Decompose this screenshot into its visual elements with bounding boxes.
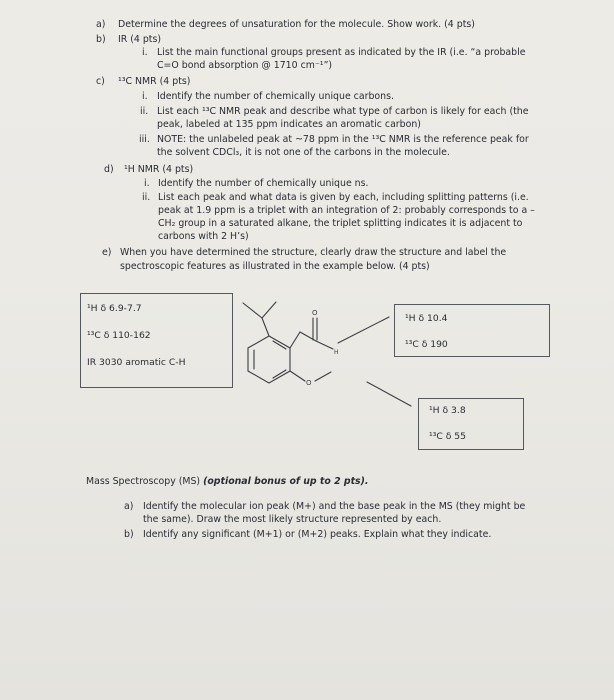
question-c-iii-line2: the solvent CDCl₃, it is not one of the carbons in the molecule. [157,147,450,158]
question-c-i-marker: i. [142,91,148,102]
question-d-ii-marker: ii. [142,192,151,203]
ether-oxygen-label: O [306,379,312,387]
ms-a-line1: Identify the molecular ion peak (M+) and the base peak in the MS (they might be [143,501,526,512]
question-d-ii-line2: peak at 1.9 ppm is a triplet with an integration of 2: probably corresponds to a – [158,205,535,216]
bond-chain-3 [262,318,269,336]
carbonyl-oxygen-label: O [312,309,318,317]
question-c-marker: c) [96,76,105,87]
question-e-marker: e) [102,247,112,258]
bond-chain-1 [243,303,262,318]
question-c-iii-line1: NOTE: the unlabeled peak at ~78 ppm in the ¹³C NMR is the reference peak for [157,134,529,145]
question-c-ii-marker: ii. [140,106,149,117]
bond-chain-2 [262,302,276,318]
question-c-ii-line2: peak, labeled at 135 ppm indicates an aromatic carbon) [157,119,421,130]
aldehyde-h-nmr-label: ¹H δ 10.4 [405,313,448,324]
bond-to-carbonyl [300,332,316,341]
aldehyde-hydrogen-label: H [334,349,339,356]
question-e-line2: spectroscopic features as illustrated in the example below. (4 pts) [120,261,430,272]
pointer-methoxy [367,382,411,406]
methoxy-c-nmr-label: ¹³C δ 55 [429,431,466,442]
ms-a-marker: a) [124,501,134,512]
question-d-i-line1: Identify the number of chemically unique ns. [158,178,369,189]
question-d-ii-line3: CH₂ group in a saturated alkane, the triplet splitting indicates it is adjacent to [158,218,523,229]
pointer-aldehyde [338,317,389,343]
question-a-marker: a) [96,19,106,30]
question-c-iii-marker: iii. [139,134,150,145]
question-b-i-line2: C=O bond absorption @ 1710 cm⁻¹”) [157,60,333,71]
bond-aldehyde-h [316,341,333,349]
question-d-marker: d) [104,164,114,175]
aromatic-ir-label: IR 3030 aromatic C-H [87,357,186,368]
question-c-text: ¹³C NMR (4 pts) [118,76,191,87]
aromatic-h-nmr-label: ¹H δ 6.9-7.7 [87,303,142,314]
question-b-i-marker: i. [142,47,148,58]
question-b-i-line1: List the main functional groups present as indicated by the IR (i.e. “a probable [157,47,526,58]
question-a-text: Determine the degrees of unsaturation for the molecule. Show work. (4 pts) [118,19,475,30]
methoxy-h-nmr-label: ¹H δ 3.8 [429,405,466,416]
ms-b-marker: b) [124,529,134,540]
question-d-ii-line1: List each peak and what data is given by each, including splitting patterns (i.e. [158,192,529,203]
question-b-text: IR (4 pts) [118,34,162,45]
ms-heading [86,476,368,488]
bond-oxygen-methyl [315,372,331,381]
ms-a-line2: the same). Draw the most likely structure represented by each. [143,514,442,525]
aromatic-c-nmr-label: ¹³C δ 110-162 [87,330,151,341]
question-c-ii-line1: List each ¹³C NMR peak and describe what type of carbon is likely for each (the [157,106,529,117]
ms-heading-bonus: (optional bonus of up to 2 pts). [203,476,369,487]
ms-b-line1: Identify any significant (M+1) or (M+2) peaks. Explain what they indicate. [143,529,492,540]
bond-ring-chain [290,332,300,348]
ms-heading-plain: Mass Spectroscopy (MS) [86,476,204,487]
question-e-line1: When you have determined the structure, clearly draw the structure and label the [120,247,507,258]
question-d-ii-line4: carbons with 2 H’s) [158,231,249,242]
question-d-i-marker: i. [144,178,150,189]
aldehyde-c-nmr-label: ¹³C δ 190 [405,339,448,350]
bond-ring-oxygen [290,371,305,381]
question-c-i-line1: Identify the number of chemically unique carbons. [157,91,394,102]
question-b-marker: b) [96,34,106,45]
question-d-text: ¹H NMR (4 pts) [124,164,194,175]
